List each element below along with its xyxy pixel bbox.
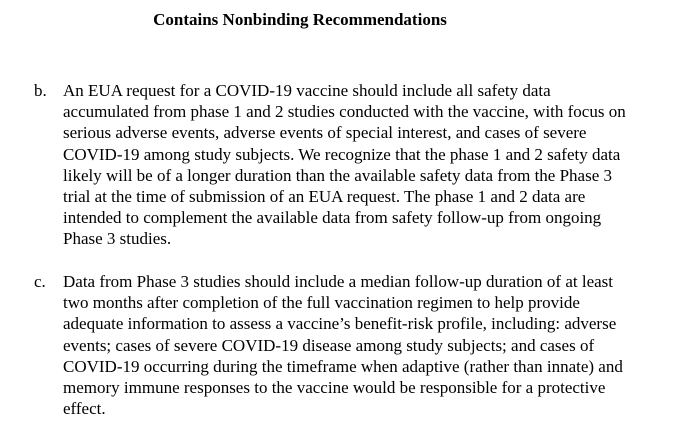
- list-item-b-text: [63, 80, 696, 250]
- page-header: Contains Nonbinding Recommendations: [153, 10, 447, 29]
- text-line: two months after completion of the full vaccination regimen to help provide: [63, 293, 580, 313]
- text-line: COVID-19 among study subjects. We recognize that the phase 1 and 2 safety data: [63, 144, 621, 164]
- text-line: serious adverse events, adverse events of special interest, and cases of severe: [63, 123, 587, 143]
- text-line: memory immune responses to the vaccine would be responsible for a protective: [63, 378, 606, 398]
- text-line: likely will be of a longer duration than the available safety data from the Phase 3: [63, 165, 613, 185]
- text-line: effect.: [63, 399, 106, 419]
- text-line: accumulated from phase 1 and 2 studies conducted with the vaccine, with focus on: [63, 102, 626, 122]
- text-line: An EUA request for a COVID-19 vaccine should include all safety data: [63, 81, 551, 100]
- text-line: adequate information to assess a vaccine’s benefit-risk profile, including: adverse: [63, 314, 617, 334]
- text-line: COVID-19 occurring during the timeframe when adaptive (rather than innate) and: [63, 356, 623, 376]
- text-line: intended to complement the available data from safety follow-up from ongoing: [63, 208, 602, 228]
- text-line: trial at the time of submission of an EUA request. The phase 1 and 2 data are: [63, 187, 586, 207]
- text-line: events; cases of severe COVID-19 disease among study subjects; and cases of: [63, 335, 595, 355]
- list-item-c-text: [63, 271, 696, 419]
- list-marker-b: b.: [34, 81, 47, 100]
- text-line: Data from Phase 3 studies should include a median follow-up duration of at least: [63, 272, 614, 291]
- list-marker-c: c.: [34, 272, 46, 291]
- text-line: Phase 3 studies.: [63, 229, 172, 249]
